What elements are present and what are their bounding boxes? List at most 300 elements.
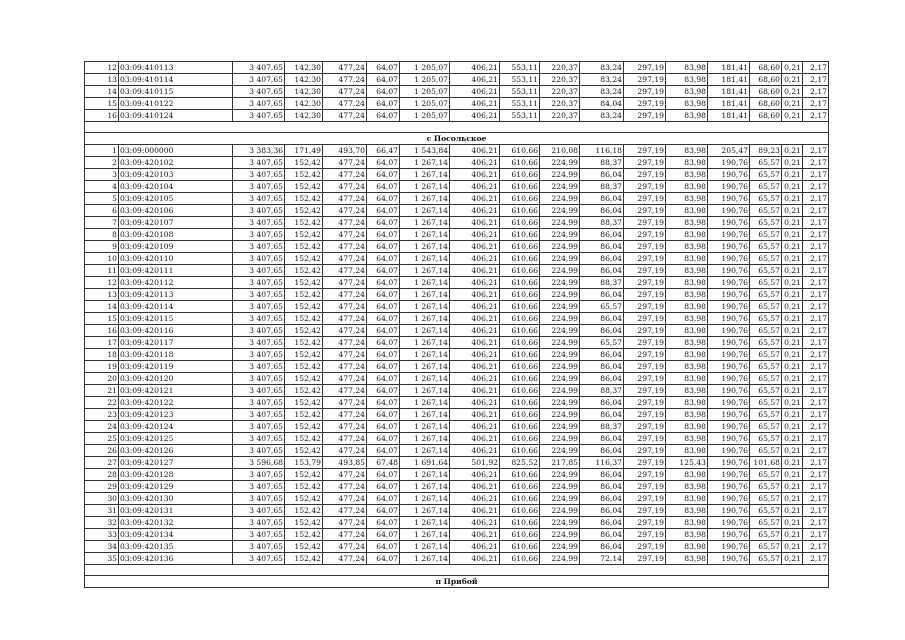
value-cell: 3 407,65 xyxy=(233,529,285,541)
value-cell: 3 407,65 xyxy=(233,265,285,277)
value-cell: 152,42 xyxy=(285,553,323,565)
value-cell: 297,19 xyxy=(624,469,666,481)
value-cell: 224,99 xyxy=(540,469,580,481)
value-cell: 65,57 xyxy=(750,217,782,229)
value-cell: 142,30 xyxy=(285,86,323,98)
table-row xyxy=(85,481,829,493)
value-cell: 64,07 xyxy=(367,325,400,337)
value-cell: 88,37 xyxy=(580,217,624,229)
value-cell: 224,99 xyxy=(540,325,580,337)
value-cell: 64,07 xyxy=(367,169,400,181)
value-cell: 86,04 xyxy=(580,469,624,481)
value-cell: 190,76 xyxy=(708,481,750,493)
row-number-cell: 25 xyxy=(85,433,119,445)
value-cell: 297,19 xyxy=(624,349,666,361)
value-cell: 610,66 xyxy=(500,169,540,181)
cadastral-code-cell: 03:09:420126 xyxy=(119,445,233,457)
value-cell: 181,41 xyxy=(708,110,750,122)
value-cell: 610,66 xyxy=(500,541,540,553)
row-number-cell: 33 xyxy=(85,529,119,541)
value-cell: 88,37 xyxy=(580,157,624,169)
row-number-cell: 10 xyxy=(85,253,119,265)
value-cell: 553,11 xyxy=(500,62,540,74)
value-cell: 406,21 xyxy=(450,553,500,565)
value-cell: 0,21 xyxy=(782,529,803,541)
value-cell: 406,21 xyxy=(450,385,500,397)
value-cell: 224,99 xyxy=(540,157,580,169)
value-cell: 0,21 xyxy=(782,493,803,505)
value-cell: 0,21 xyxy=(782,469,803,481)
value-cell: 297,19 xyxy=(624,313,666,325)
value-cell: 83,98 xyxy=(666,409,708,421)
table-row xyxy=(85,253,829,265)
value-cell: 83,98 xyxy=(666,145,708,157)
value-cell: 493,85 xyxy=(323,457,367,469)
value-cell: 406,21 xyxy=(450,169,500,181)
table-row xyxy=(85,229,829,241)
value-cell: 88,37 xyxy=(580,421,624,433)
value-cell: 297,19 xyxy=(624,373,666,385)
value-cell: 406,21 xyxy=(450,205,500,217)
value-cell: 86,04 xyxy=(580,253,624,265)
value-cell: 610,66 xyxy=(500,385,540,397)
value-cell: 65,57 xyxy=(750,373,782,385)
value-cell: 3 407,65 xyxy=(233,541,285,553)
value-cell: 65,57 xyxy=(750,433,782,445)
table-row xyxy=(85,241,829,253)
value-cell: 610,66 xyxy=(500,205,540,217)
value-cell: 65,57 xyxy=(580,301,624,313)
value-cell: 610,66 xyxy=(500,373,540,385)
value-cell: 190,76 xyxy=(708,325,750,337)
value-cell: 190,76 xyxy=(708,217,750,229)
value-cell: 2,17 xyxy=(803,469,829,481)
row-number-cell: 15 xyxy=(85,313,119,325)
value-cell: 406,21 xyxy=(450,505,500,517)
value-cell: 64,07 xyxy=(367,265,400,277)
value-cell: 477,24 xyxy=(323,553,367,565)
value-cell: 1 267,14 xyxy=(400,373,450,385)
row-number-cell: 23 xyxy=(85,409,119,421)
value-cell: 477,24 xyxy=(323,253,367,265)
value-cell: 1 691,64 xyxy=(400,457,450,469)
value-cell: 152,42 xyxy=(285,217,323,229)
value-cell: 64,07 xyxy=(367,193,400,205)
value-cell: 297,19 xyxy=(624,217,666,229)
value-cell: 477,24 xyxy=(323,265,367,277)
value-cell: 0,21 xyxy=(782,301,803,313)
cadastral-code-cell: 03:09:420115 xyxy=(119,313,233,325)
value-cell: 152,42 xyxy=(285,505,323,517)
value-cell: 152,42 xyxy=(285,289,323,301)
value-cell: 477,24 xyxy=(323,110,367,122)
table-row xyxy=(85,277,829,289)
value-cell: 152,42 xyxy=(285,517,323,529)
value-cell: 152,42 xyxy=(285,181,323,193)
value-cell: 3 407,65 xyxy=(233,481,285,493)
value-cell: 0,21 xyxy=(782,145,803,157)
row-number-cell: 31 xyxy=(85,505,119,517)
value-cell: 3 407,65 xyxy=(233,253,285,265)
value-cell: 116,18 xyxy=(580,145,624,157)
row-number-cell: 5 xyxy=(85,193,119,205)
value-cell: 64,07 xyxy=(367,337,400,349)
value-cell: 224,99 xyxy=(540,289,580,301)
value-cell: 477,24 xyxy=(323,301,367,313)
value-cell: 224,99 xyxy=(540,313,580,325)
table-row xyxy=(85,553,829,565)
row-number-cell: 27 xyxy=(85,457,119,469)
table-row xyxy=(85,145,829,157)
value-cell: 3 407,65 xyxy=(233,313,285,325)
value-cell: 297,19 xyxy=(624,241,666,253)
value-cell: 3 407,65 xyxy=(233,86,285,98)
table-row xyxy=(85,505,829,517)
value-cell: 610,66 xyxy=(500,481,540,493)
value-cell: 1 267,14 xyxy=(400,421,450,433)
value-cell: 477,24 xyxy=(323,529,367,541)
value-cell: 610,66 xyxy=(500,241,540,253)
value-cell: 297,19 xyxy=(624,361,666,373)
value-cell: 83,24 xyxy=(580,110,624,122)
value-cell: 2,17 xyxy=(803,205,829,217)
value-cell: 84,04 xyxy=(580,98,624,110)
value-cell: 86,04 xyxy=(580,517,624,529)
value-cell: 190,76 xyxy=(708,301,750,313)
value-cell: 2,17 xyxy=(803,229,829,241)
value-cell: 610,66 xyxy=(500,517,540,529)
row-number-cell: 21 xyxy=(85,385,119,397)
value-cell: 1 267,14 xyxy=(400,157,450,169)
value-cell: 64,07 xyxy=(367,313,400,325)
value-cell: 2,17 xyxy=(803,373,829,385)
value-cell: 3 407,65 xyxy=(233,205,285,217)
value-cell: 0,21 xyxy=(782,553,803,565)
value-cell: 477,24 xyxy=(323,313,367,325)
value-cell: 224,99 xyxy=(540,217,580,229)
value-cell: 64,07 xyxy=(367,86,400,98)
value-cell: 2,17 xyxy=(803,110,829,122)
value-cell: 190,76 xyxy=(708,193,750,205)
value-cell: 297,19 xyxy=(624,325,666,337)
value-cell: 64,07 xyxy=(367,98,400,110)
value-cell: 1 267,14 xyxy=(400,325,450,337)
cadastral-code-cell: 03:09:420124 xyxy=(119,421,233,433)
cadastral-code-cell: 03:09:420116 xyxy=(119,325,233,337)
value-cell: 83,98 xyxy=(666,181,708,193)
value-cell: 224,99 xyxy=(540,493,580,505)
value-cell: 86,04 xyxy=(580,193,624,205)
value-cell: 1 267,14 xyxy=(400,337,450,349)
cadastral-code-cell: 03:09:420129 xyxy=(119,481,233,493)
value-cell: 83,98 xyxy=(666,445,708,457)
value-cell: 610,66 xyxy=(500,157,540,169)
value-cell: 83,98 xyxy=(666,337,708,349)
value-cell: 64,07 xyxy=(367,421,400,433)
value-cell: 65,57 xyxy=(750,517,782,529)
value-cell: 152,42 xyxy=(285,409,323,421)
value-cell: 3 407,65 xyxy=(233,409,285,421)
value-cell: 190,76 xyxy=(708,385,750,397)
row-number-cell: 12 xyxy=(85,277,119,289)
value-cell: 64,07 xyxy=(367,157,400,169)
value-cell: 64,07 xyxy=(367,241,400,253)
value-cell: 1 267,14 xyxy=(400,493,450,505)
value-cell: 297,19 xyxy=(624,493,666,505)
cadastral-code-cell: 03:09:420130 xyxy=(119,493,233,505)
row-number-cell: 13 xyxy=(85,74,119,86)
value-cell: 297,19 xyxy=(624,481,666,493)
value-cell: 152,42 xyxy=(285,493,323,505)
section-title-posolskoe: с Посольское xyxy=(85,133,829,145)
value-cell: 2,17 xyxy=(803,385,829,397)
value-cell: 65,57 xyxy=(750,529,782,541)
value-cell: 406,21 xyxy=(450,313,500,325)
value-cell: 2,17 xyxy=(803,409,829,421)
value-cell: 1 267,14 xyxy=(400,253,450,265)
value-cell: 64,07 xyxy=(367,289,400,301)
value-cell: 86,04 xyxy=(580,313,624,325)
table-row xyxy=(85,517,829,529)
value-cell: 2,17 xyxy=(803,241,829,253)
blank-row xyxy=(85,565,829,576)
value-cell: 297,19 xyxy=(624,553,666,565)
value-cell: 406,21 xyxy=(450,469,500,481)
value-cell: 610,66 xyxy=(500,409,540,421)
value-cell: 1 205,07 xyxy=(400,74,450,86)
value-cell: 477,24 xyxy=(323,62,367,74)
value-cell: 553,11 xyxy=(500,98,540,110)
value-cell: 152,42 xyxy=(285,313,323,325)
value-cell: 493,70 xyxy=(323,145,367,157)
value-cell: 220,37 xyxy=(540,74,580,86)
value-cell: 83,98 xyxy=(666,98,708,110)
value-cell: 1 267,14 xyxy=(400,361,450,373)
value-cell: 68,60 xyxy=(750,86,782,98)
value-cell: 610,66 xyxy=(500,229,540,241)
value-cell: 83,98 xyxy=(666,373,708,385)
value-cell: 477,24 xyxy=(323,409,367,421)
value-cell: 86,04 xyxy=(580,349,624,361)
value-cell: 190,76 xyxy=(708,373,750,385)
value-cell: 610,66 xyxy=(500,553,540,565)
value-cell: 297,19 xyxy=(624,86,666,98)
value-cell: 2,17 xyxy=(803,505,829,517)
value-cell: 297,19 xyxy=(624,277,666,289)
value-cell: 1 267,14 xyxy=(400,469,450,481)
row-number-cell: 32 xyxy=(85,517,119,529)
cadastral-code-cell: 03:09:420121 xyxy=(119,385,233,397)
cadastral-code-cell: 03:09:420132 xyxy=(119,517,233,529)
value-cell: 224,99 xyxy=(540,445,580,457)
value-cell: 406,21 xyxy=(450,301,500,313)
cadastral-code-cell: 03:09:420109 xyxy=(119,241,233,253)
value-cell: 406,21 xyxy=(450,98,500,110)
value-cell: 610,66 xyxy=(500,145,540,157)
value-cell: 406,21 xyxy=(450,337,500,349)
value-cell: 1 205,07 xyxy=(400,86,450,98)
value-cell: 64,07 xyxy=(367,277,400,289)
value-cell: 89,23 xyxy=(750,145,782,157)
cadastral-code-cell: 03:09:420110 xyxy=(119,253,233,265)
value-cell: 2,17 xyxy=(803,313,829,325)
value-cell: 152,42 xyxy=(285,169,323,181)
value-cell: 83,98 xyxy=(666,205,708,217)
value-cell: 297,19 xyxy=(624,337,666,349)
value-cell: 64,07 xyxy=(367,433,400,445)
table-row xyxy=(85,457,829,469)
row-number-cell: 18 xyxy=(85,349,119,361)
value-cell: 86,04 xyxy=(580,505,624,517)
value-cell: 83,98 xyxy=(666,301,708,313)
value-cell: 1 267,14 xyxy=(400,409,450,421)
value-cell: 297,19 xyxy=(624,505,666,517)
value-cell: 142,30 xyxy=(285,62,323,74)
value-cell: 83,98 xyxy=(666,469,708,481)
value-cell: 3 407,65 xyxy=(233,469,285,481)
value-cell: 224,99 xyxy=(540,301,580,313)
value-cell: 406,21 xyxy=(450,361,500,373)
value-cell: 152,42 xyxy=(285,253,323,265)
value-cell: 1 267,14 xyxy=(400,397,450,409)
value-cell: 610,66 xyxy=(500,433,540,445)
value-cell: 477,24 xyxy=(323,86,367,98)
value-cell: 1 267,14 xyxy=(400,553,450,565)
value-cell: 224,99 xyxy=(540,193,580,205)
value-cell: 65,57 xyxy=(750,397,782,409)
value-cell: 406,21 xyxy=(450,157,500,169)
value-cell: 83,98 xyxy=(666,313,708,325)
value-cell: 477,24 xyxy=(323,517,367,529)
row-number-cell: 16 xyxy=(85,110,119,122)
value-cell: 1 267,14 xyxy=(400,481,450,493)
value-cell: 406,21 xyxy=(450,421,500,433)
value-cell: 2,17 xyxy=(803,397,829,409)
value-cell: 190,76 xyxy=(708,505,750,517)
value-cell: 152,42 xyxy=(285,421,323,433)
value-cell: 68,60 xyxy=(750,98,782,110)
value-cell: 297,19 xyxy=(624,409,666,421)
value-cell: 125,43 xyxy=(666,457,708,469)
row-number-cell: 26 xyxy=(85,445,119,457)
value-cell: 610,66 xyxy=(500,529,540,541)
value-cell: 3 407,65 xyxy=(233,193,285,205)
value-cell: 3 407,65 xyxy=(233,277,285,289)
value-cell: 64,07 xyxy=(367,253,400,265)
value-cell: 1 267,14 xyxy=(400,229,450,241)
value-cell: 152,42 xyxy=(285,229,323,241)
row-number-cell: 2 xyxy=(85,157,119,169)
value-cell: 88,37 xyxy=(580,181,624,193)
value-cell: 2,17 xyxy=(803,349,829,361)
value-cell: 224,99 xyxy=(540,421,580,433)
value-cell: 3 407,65 xyxy=(233,241,285,253)
cadastral-code-cell: 03:09:410114 xyxy=(119,74,233,86)
value-cell: 64,07 xyxy=(367,553,400,565)
value-cell: 224,99 xyxy=(540,337,580,349)
value-cell: 65,57 xyxy=(750,313,782,325)
value-cell: 190,76 xyxy=(708,241,750,253)
value-cell: 1 267,14 xyxy=(400,205,450,217)
table-row xyxy=(85,110,829,122)
value-cell: 190,76 xyxy=(708,253,750,265)
value-cell: 297,19 xyxy=(624,205,666,217)
value-cell: 65,57 xyxy=(750,469,782,481)
value-cell: 86,04 xyxy=(580,229,624,241)
value-cell: 297,19 xyxy=(624,62,666,74)
row-number-cell: 16 xyxy=(85,325,119,337)
value-cell: 297,19 xyxy=(624,397,666,409)
value-cell: 297,19 xyxy=(624,157,666,169)
value-cell: 220,37 xyxy=(540,110,580,122)
table-row xyxy=(85,373,829,385)
value-cell: 152,42 xyxy=(285,481,323,493)
blank-row xyxy=(85,122,829,133)
value-cell: 406,21 xyxy=(450,493,500,505)
value-cell: 406,21 xyxy=(450,217,500,229)
value-cell: 65,57 xyxy=(750,289,782,301)
value-cell: 190,76 xyxy=(708,229,750,241)
value-cell: 610,66 xyxy=(500,349,540,361)
value-cell: 477,24 xyxy=(323,481,367,493)
value-cell: 210,08 xyxy=(540,145,580,157)
cadastral-code-cell: 03:09:420108 xyxy=(119,229,233,241)
table-row xyxy=(85,205,829,217)
value-cell: 610,66 xyxy=(500,361,540,373)
row-number-cell: 3 xyxy=(85,169,119,181)
value-cell: 0,21 xyxy=(782,265,803,277)
value-cell: 83,98 xyxy=(666,349,708,361)
value-cell: 217,85 xyxy=(540,457,580,469)
value-cell: 83,98 xyxy=(666,277,708,289)
table-row xyxy=(85,313,829,325)
value-cell: 190,76 xyxy=(708,517,750,529)
value-cell: 64,07 xyxy=(367,517,400,529)
table-row xyxy=(85,217,829,229)
value-cell: 65,57 xyxy=(580,337,624,349)
value-cell: 610,66 xyxy=(500,289,540,301)
value-cell: 190,76 xyxy=(708,289,750,301)
value-cell: 190,76 xyxy=(708,169,750,181)
value-cell: 64,07 xyxy=(367,445,400,457)
value-cell: 65,57 xyxy=(750,193,782,205)
value-cell: 152,42 xyxy=(285,337,323,349)
value-cell: 224,99 xyxy=(540,529,580,541)
value-cell: 2,17 xyxy=(803,193,829,205)
table-row xyxy=(85,74,829,86)
value-cell: 2,17 xyxy=(803,481,829,493)
value-cell: 65,57 xyxy=(750,541,782,553)
table-row xyxy=(85,361,829,373)
value-cell: 406,21 xyxy=(450,325,500,337)
value-cell: 152,42 xyxy=(285,385,323,397)
row-number-cell: 29 xyxy=(85,481,119,493)
value-cell: 406,21 xyxy=(450,229,500,241)
value-cell: 190,76 xyxy=(708,553,750,565)
section-spacer xyxy=(85,122,829,133)
value-cell: 0,21 xyxy=(782,421,803,433)
value-cell: 477,24 xyxy=(323,469,367,481)
value-cell: 83,24 xyxy=(580,86,624,98)
value-cell: 297,19 xyxy=(624,529,666,541)
value-cell: 0,21 xyxy=(782,445,803,457)
value-cell: 86,04 xyxy=(580,205,624,217)
value-cell: 477,24 xyxy=(323,217,367,229)
value-cell: 224,99 xyxy=(540,205,580,217)
section-row xyxy=(85,576,829,588)
row-number-cell: 14 xyxy=(85,86,119,98)
value-cell: 83,98 xyxy=(666,217,708,229)
